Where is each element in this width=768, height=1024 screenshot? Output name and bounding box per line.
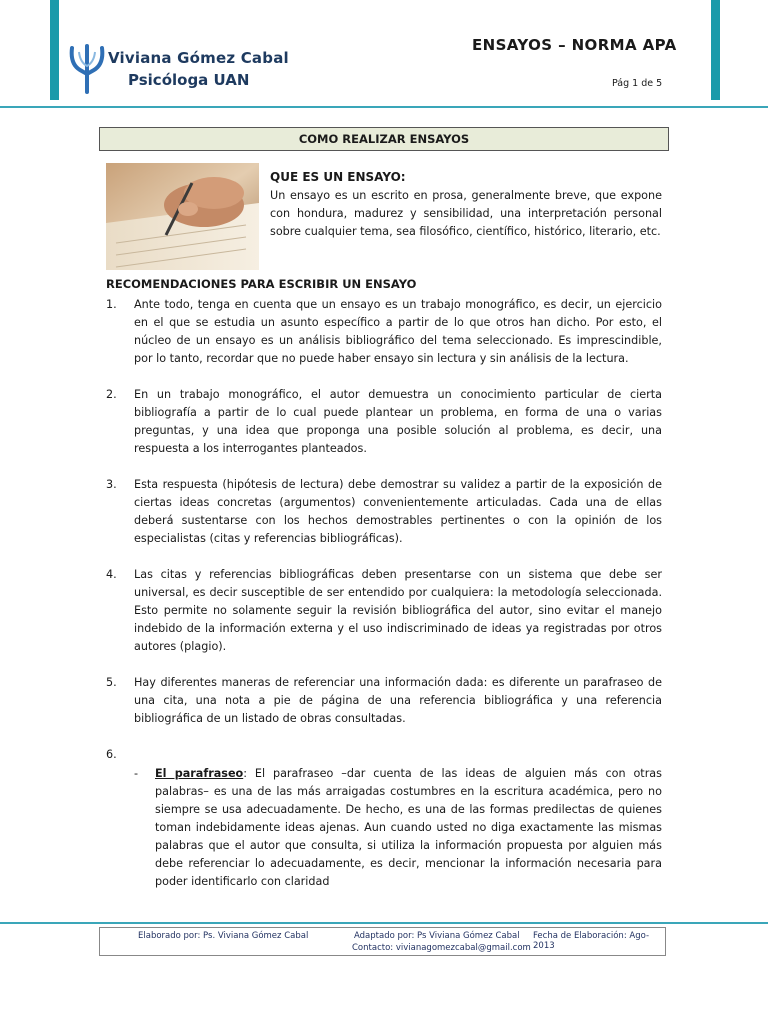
list-item-text: Ante todo, tenga en cuenta que un ensayo es un trabajo monográfico, es decir, un ejercicio en el que se estudia un asunto específico a partir de lo que otros han dicho. Por esto, el núcleo de un ensayo es un análisis bibliográfico del tema seleccionado. Es imprescindible, por lo tanto, recordar que no puede haber ensayo sin lectura y sin análisis de la lectura. — [134, 298, 662, 365]
list-item-number: 3. — [106, 478, 117, 491]
list-item — [106, 674, 662, 728]
header-accent-bar-left — [50, 0, 59, 100]
footer-divider — [0, 922, 768, 924]
logo-name: Viviana Gómez Cabal — [108, 49, 289, 67]
sub-item-label: El parafraseo — [155, 767, 244, 780]
sub-item-parafraseo — [134, 765, 662, 891]
footer — [99, 927, 666, 956]
section-title: COMO REALIZAR ENSAYOS — [99, 127, 669, 151]
page-number: Pág 1 de 5 — [612, 78, 663, 89]
intro-body: Un ensayo es un escrito en prosa, generalmente breve, que expone con hondura, madurez y sensibilidad, una interpretación personal sobre cualquier tema, sea filosófico, científico, histórico, literario, etc. — [270, 189, 662, 238]
list-item — [106, 476, 662, 548]
list-item-number: 5. — [106, 676, 117, 689]
footer-elaborado: Elaborado por: Ps. Viviana Gómez Cabal — [138, 931, 309, 941]
logo-subtitle: Psicóloga UAN — [128, 71, 250, 89]
header-divider — [0, 106, 768, 108]
header-accent-bar-right — [711, 0, 720, 100]
list-item-number: 2. — [106, 388, 117, 401]
list-item — [106, 296, 662, 368]
list-item — [106, 386, 662, 458]
writing-hand-image — [106, 163, 259, 270]
list-item-number: 6. — [106, 748, 117, 761]
list-item — [106, 566, 662, 656]
list-item-text: Hay diferentes maneras de referenciar una información dada: es diferente un parafraseo de una cita, una nota a pie de página de una referencia bibliográfica y una referencia bibliográfica de un listado de obras consultadas. — [134, 676, 662, 725]
footer-adaptado: Adaptado por: Ps Viviana Gómez Cabal — [354, 931, 520, 941]
sub-item-body: : El parafraseo –dar cuenta de las ideas de alguien más con otras palabras– es una de las más arraigadas costumbres en la escritura académica, pero no siempre se usa adecuadamente. De hecho, es una de las formas predilectas de quienes toman indebidamente ideas ajenas. Aun cuando usted no diga exactamente las mismas palabras que el autor que consulta, si utiliza la información propuesta por alguien más debe referenciar lo adecuadamente, es decir, mencionar la información necesaria para poder identificarlo con claridad — [155, 767, 662, 888]
sub-item-dash: - — [134, 767, 139, 780]
list-item-number: 4. — [106, 568, 117, 581]
list-item-text: Las citas y referencias bibliográficas deben presentarse con un sistema que debe ser universal, es decir susceptible de ser entendido por cualquiera: la metodología seleccionada. Esto permite no solamente seguir la revisión bibliográfica del autor, sino evitar el manejo indebido de la información externa y el uso indiscriminado de ideas ya registradas por otros autores (plagio). — [134, 568, 662, 653]
list-item-text: Esta respuesta (hipótesis de lectura) debe demostrar su validez a partir de la exposición de ciertas ideas concretas (argumentos) convenientemente articuladas. Cada una de ellas deberá sustentarse con los hechos demostrables pertinentes o con la opinión de los especialistas (citas y referencias bibliográficas). — [134, 478, 662, 545]
psi-logo-icon — [68, 42, 106, 98]
document-title: ENSAYOS – NORMA APA — [472, 36, 677, 54]
footer-fecha: Fecha de Elaboración: Ago-2013 — [533, 931, 650, 951]
list-item-text: En un trabajo monográfico, el autor demuestra un conocimiento particular de cierta bibliografía a partir de lo cual puede plantear un problema, en forma de una o varias preguntas, y una idea que proponga una posible solución al problema, es decir, una respuesta a los interrogantes planteados. — [134, 388, 662, 455]
intro-title: QUE ES UN ENSAYO: — [270, 170, 406, 184]
list-item-number: 1. — [106, 298, 117, 311]
recommendations-title: RECOMENDACIONES PARA ESCRIBIR UN ENSAYO — [106, 277, 417, 291]
sub-item-text — [155, 765, 662, 891]
footer-contacto: Contacto: vivianagomezcabal@gmail.com — [352, 943, 531, 953]
